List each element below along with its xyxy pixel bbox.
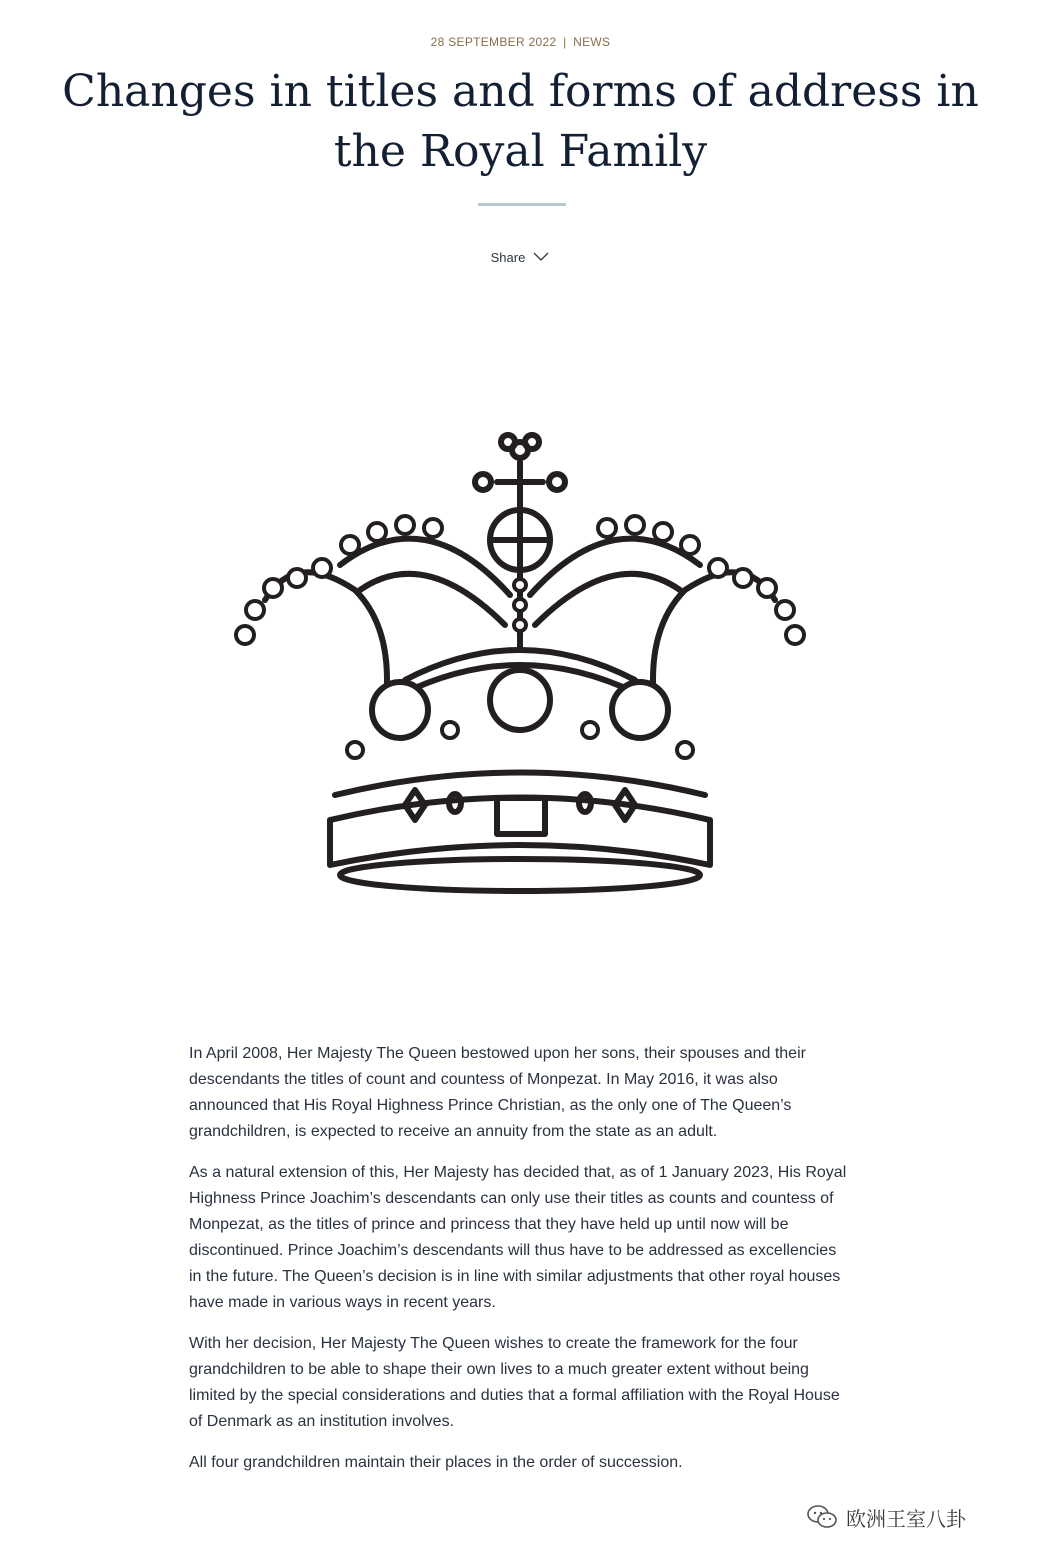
paragraph: With her decision, Her Majesty The Queen wishes to create the framework for the four grandchildren to be able to shape their own lives to a much greater extent without being limited by the special considerations and duties that a formal affiliation with the Royal House of Denmark as an institution involves.: [189, 1335, 840, 1430]
article-body: [189, 1041, 853, 1491]
article-date: 28 SEPTEMBER 2022: [430, 35, 557, 49]
paragraph: As a natural extension of this, Her Majesty has decided that, as of 1 January 2023, His Royal Highness Prince Joachim’s descendants can only use their titles as counts and countess of Monpezat, as the titles of prince and princess that they have held up until now will be discontinued. Prince Joachim’s descendants will thus have to be addressed as excellencies in the future. The Queen’s decision is in line with similar adjustments that other royal houses have made in various ways in recent years.: [189, 1164, 847, 1311]
paragraph: In April 2008, Her Majesty The Queen bestowed upon her sons, their spouses and their descendants the titles of count and countess of Monpezat. In May 2016, it was also announced that His Royal Highness Prince Christian, as the only one of The Queen’s grandchildren, is expected to receive an annuity from the state as an adult.: [189, 1045, 806, 1140]
chevron-down-icon: [533, 252, 549, 262]
paragraph: All four grandchildren maintain their places in the order of succession.: [189, 1454, 683, 1471]
wechat-icon: [806, 1503, 838, 1531]
article-meta: [0, 35, 1041, 49]
share-button[interactable]: [480, 245, 560, 269]
watermark-text: 欧洲王室八卦: [846, 1508, 966, 1531]
page-title: Changes in titles and forms of address in the Royal Family: [62, 66, 979, 177]
watermark: [806, 1500, 1026, 1534]
title-divider: [478, 203, 566, 206]
share-label: Share: [490, 249, 526, 265]
crown-illustration: [225, 420, 815, 900]
article-category[interactable]: NEWS: [573, 35, 611, 49]
meta-separator: |: [563, 35, 567, 49]
